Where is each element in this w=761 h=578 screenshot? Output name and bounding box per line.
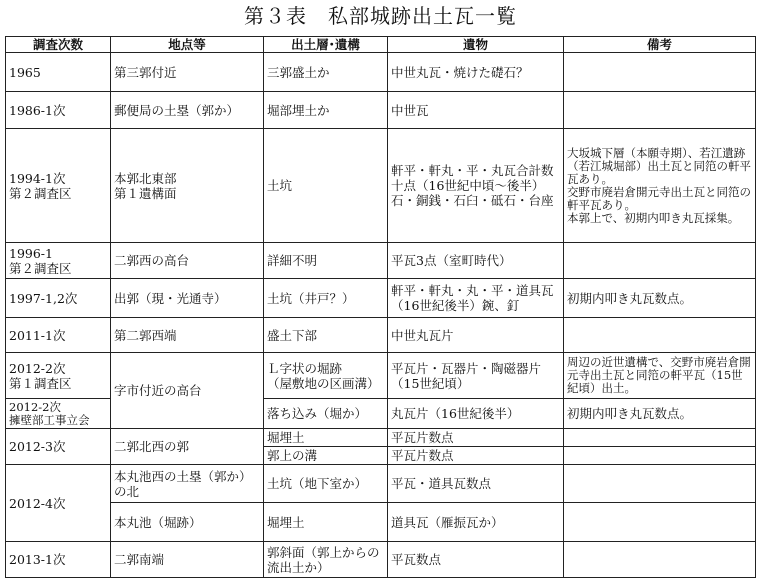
site-cell: 第三郭付近 <box>111 53 264 92</box>
survey-cell: 2012-3次 <box>6 429 111 465</box>
notes-cell <box>564 542 756 578</box>
header-site: 地点等 <box>111 37 264 53</box>
artifacts-cell: 軒平・軒丸・丸・平・道具瓦（16世紀後半）鋺、釘 <box>388 279 564 318</box>
notes-cell: 初期内叩き丸瓦数点。 <box>564 399 756 429</box>
header-row <box>6 37 756 53</box>
table-row <box>6 503 756 542</box>
header-artifacts: 遺物 <box>388 37 564 53</box>
survey-cell: 2012-4次 <box>6 465 111 542</box>
table-row <box>6 465 756 503</box>
site-cell: 本丸池（堀跡） <box>111 503 264 542</box>
layer-cell: Ｌ字状の堀跡 （屋敷地の区画溝） <box>264 353 388 399</box>
survey-cell: 1994-1次 第２調査区 <box>6 129 111 243</box>
artifacts-cell: 丸瓦片（16世紀後半） <box>388 399 564 429</box>
survey-cell: 1996-1 第２調査区 <box>6 243 111 279</box>
survey-cell: 1997-1,2次 <box>6 279 111 318</box>
survey-cell: 2013-1次 <box>6 542 111 578</box>
artifacts-cell: 軒平・軒丸・平・丸瓦合計数十点（16世紀中頃～後半） 石・銅銭・石臼・砥石・台座 <box>388 129 564 243</box>
layer-cell: 土坑 <box>264 129 388 243</box>
site-cell: 本郭北東部 第１遺構面 <box>111 129 264 243</box>
layer-cell: 堀埋土 <box>264 429 388 447</box>
artifacts-cell: 平瓦数点 <box>388 542 564 578</box>
notes-cell: 初期内叩き丸瓦数点。 <box>564 279 756 318</box>
layer-cell: 郭上の溝 <box>264 447 388 465</box>
notes-cell <box>564 465 756 503</box>
table-row <box>6 243 756 279</box>
layer-cell: 土坑（井戸？） <box>264 279 388 318</box>
notes-cell: 大坂城下層（本願寺期）、若江遺跡（若江城堀部）出土瓦と同笵の軒平瓦あり。 交野市廃岩倉開元寺出土瓦と同笵の軒平瓦あり。 本郭上で、初期内叩き丸瓦採集。 <box>564 129 756 243</box>
notes-cell <box>564 429 756 447</box>
table-row <box>6 542 756 578</box>
header-layer: 出土層･遺構 <box>264 37 388 53</box>
site-cell: 出郭（現・光通寺） <box>111 279 264 318</box>
artifacts-cell: 平瓦・道具瓦数点 <box>388 465 564 503</box>
notes-cell <box>564 243 756 279</box>
notes-cell <box>564 447 756 465</box>
survey-cell: 1986-1次 <box>6 92 111 129</box>
site-cell: 第二郭西端 <box>111 318 264 353</box>
artifacts-cell: 中世瓦 <box>388 92 564 129</box>
artifacts-cell: 道具瓦（雁振瓦か） <box>388 503 564 542</box>
layer-cell: 堀部埋土か <box>264 92 388 129</box>
table-row <box>6 353 756 399</box>
layer-cell: 落ち込み（堀か） <box>264 399 388 429</box>
table-row <box>6 92 756 129</box>
layer-cell: 土坑（地下室か） <box>264 465 388 503</box>
layer-cell: 詳細不明 <box>264 243 388 279</box>
table-row <box>6 129 756 243</box>
artifacts-cell: 平瓦片数点 <box>388 447 564 465</box>
layer-cell: 盛土下部 <box>264 318 388 353</box>
header-survey: 調査次数 <box>6 37 111 53</box>
notes-cell <box>564 53 756 92</box>
table-row <box>6 53 756 92</box>
site-cell: 二郭北西の郭 <box>111 429 264 465</box>
layer-cell: 堀埋土 <box>264 503 388 542</box>
artifacts-cell: 平瓦片数点 <box>388 429 564 447</box>
artifacts-cell: 平瓦片・瓦器片・陶磁器片（15世紀頃） <box>388 353 564 399</box>
site-cell: 郵便局の土塁（郭か） <box>111 92 264 129</box>
roof-tile-table <box>5 36 756 578</box>
layer-cell: 郭斜面（郭上からの流出土か） <box>264 542 388 578</box>
table-title: 第３表 私部城跡出土瓦一覧 <box>244 4 517 28</box>
artifacts-cell: 中世丸瓦・焼けた礎石？ <box>388 53 564 92</box>
survey-cell: 2011-1次 <box>6 318 111 353</box>
survey-cell: 2012-2次 第１調査区 <box>6 353 111 399</box>
notes-cell <box>564 318 756 353</box>
table-row <box>6 318 756 353</box>
notes-cell <box>564 92 756 129</box>
site-cell: 字市付近の高台 <box>111 353 264 429</box>
survey-cell: 2012-2次 擁壁部工事立会 <box>6 399 111 429</box>
site-cell: 二郭西の高台 <box>111 243 264 279</box>
site-cell: 本丸池西の土塁（郭か）の北 <box>111 465 264 503</box>
layer-cell: 三郭盛土か <box>264 53 388 92</box>
site-cell: 二郭南端 <box>111 542 264 578</box>
header-notes: 備考 <box>564 37 756 53</box>
notes-cell <box>564 503 756 542</box>
survey-cell: 1965 <box>6 53 111 92</box>
notes-cell: 周辺の近世遺構で、交野市廃岩倉開元寺出土瓦と同笵の軒平瓦（15世紀頃）出土。 <box>564 353 756 399</box>
artifacts-cell: 中世丸瓦片 <box>388 318 564 353</box>
table-row <box>6 429 756 447</box>
artifacts-cell: 平瓦3点（室町時代） <box>388 243 564 279</box>
table-row <box>6 279 756 318</box>
